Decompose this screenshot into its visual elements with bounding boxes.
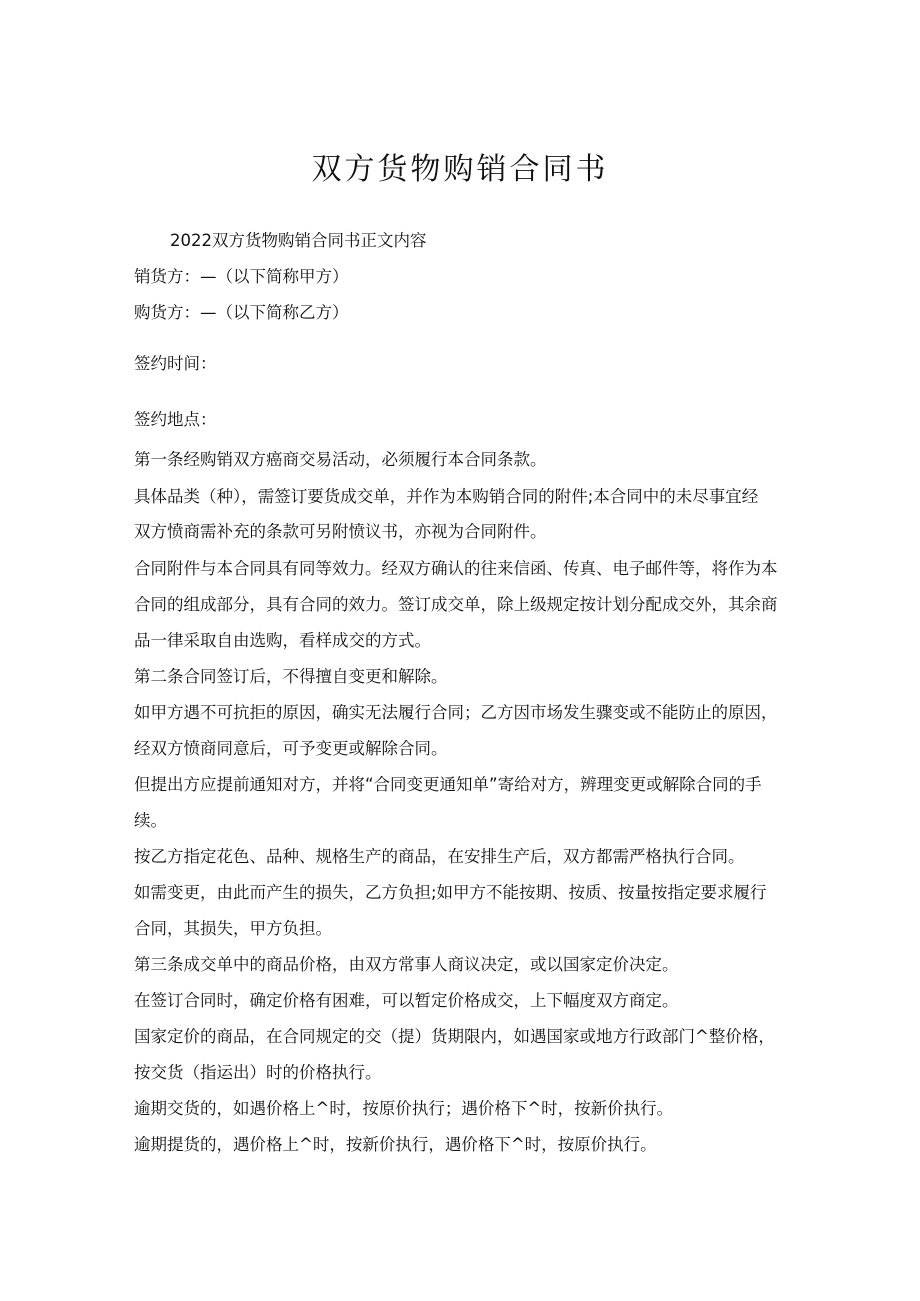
text-line: 经双方愤商同意后，可予变更或解除合同。 xyxy=(134,739,448,758)
text-line: 按乙方指定花色、品种、规格生产的商品，在安排生产后，双方都需严格执行合同。 xyxy=(134,847,745,866)
text-line: 第三条成交单中的商品价格，由双方常事人商议决定，或以国家定价决定。 xyxy=(134,955,679,974)
text-line: 第二条合同签订后，不得擅自变更和解除。 xyxy=(134,667,448,686)
signing-place-line: 签约地点： xyxy=(134,410,217,429)
text-line: 品一律采取自由选购，看样成交的方式。 xyxy=(134,631,431,650)
text-line: 合同附件与本合同具有同等效力。经双方确认的往来信函、传真、电子邮件等，将作为本 xyxy=(134,559,778,578)
text-line: 逾期交货的，如遇价格上^时，按原价执行；遇价格下^时，按新价执行。 xyxy=(134,1099,674,1118)
text-line: 但提出方应提前通知对方，并将“合同变更通知单”寄给对方，辨理变更或解除合同的手 xyxy=(134,775,762,794)
text-line: 按交货（指运出）时的价格执行。 xyxy=(134,1063,382,1082)
text-line: 逾期提货的，遇价格上^时，按新价执行，遇价格下^时，按原价执行。 xyxy=(134,1135,657,1154)
buyer-line: 购货方：—（以下简称乙方） xyxy=(134,303,349,322)
text-line: 续。 xyxy=(134,811,167,830)
text-line: 合同，其损失，甲方负担。 xyxy=(134,919,332,938)
text-line: 如需变更，由此而产生的损失，乙方负担;如甲方不能按期、按质、按量按指定要求履行 xyxy=(134,883,767,902)
text-line: 双方愤商需补充的条款可另附愤议书，亦视为合同附件。 xyxy=(134,522,547,541)
text-line: 在签订合同时，确定价格有困难，可以暂定价格成交，上下幅度双方商定。 xyxy=(134,991,679,1010)
document-title: 双方货物购销合同书 xyxy=(311,152,609,187)
text-line: 国家定价的商品，在合同规定的交（提）货期限内，如遇国家或地方行政部门^整价格， xyxy=(134,1027,775,1046)
intro-line: 2022双方货物购销合同书正文内容 xyxy=(170,231,427,250)
seller-line: 销货方：—（以下简称甲方） xyxy=(134,267,349,286)
text-line: 合同的组成部分，具有合同的效力。签订成交单，除上级规定按计划分配成交外，其余商 xyxy=(134,595,778,614)
text-line: 第一条经购销双方癌商交易活动，必须履行本合同条款。 xyxy=(134,450,547,469)
text-line: 如甲方遇不可抗拒的原因，确实无法履行合同；乙方因市场发生骤变或不能防止的原因， xyxy=(134,703,778,722)
text-line: 具体品类（种），需签订要货成交单，并作为本购销合同的附件;本合同中的未尽事宜经 xyxy=(134,487,759,506)
signing-time-line: 签约时间： xyxy=(134,354,217,373)
